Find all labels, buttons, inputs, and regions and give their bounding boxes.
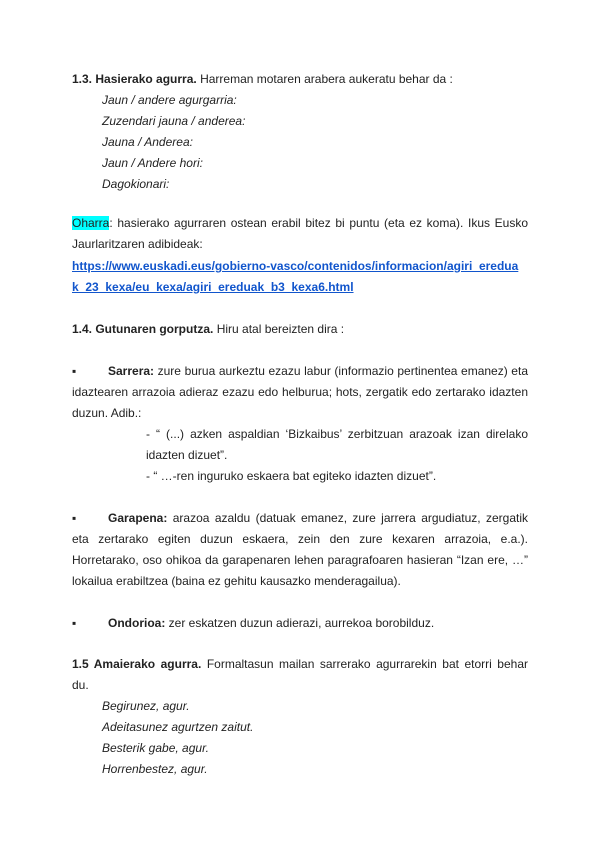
- closing-option: Adeitasunez agurtzen zaitut.: [102, 720, 254, 734]
- closing-option: Begirunez, agur.: [102, 699, 190, 713]
- section-1-4-heading: [72, 319, 528, 340]
- note-text: : hasierako agurraren ostean erabil bitez bi puntu (eta ez koma). Ikus Eusko Jaurlaritzaren adibideak:: [72, 216, 528, 251]
- section-1-3-heading: [72, 69, 528, 90]
- ondorioa-label: Ondorioa:: [108, 616, 166, 630]
- greeting-option: Jaun / andere agurgarria:: [102, 93, 237, 107]
- greeting-option: Jaun / Andere hori:: [102, 156, 203, 170]
- link-line-1[interactable]: https://www.euskadi.eus/gobierno-vasco/contenidos/informacion/agiri_eredua: [72, 259, 519, 273]
- ondorioa-text: zer eskatzen duzun adierazi, aurrekoa borobilduz.: [165, 616, 435, 630]
- section-1-3-text: Harreman motaren arabera aukeratu behar da :: [196, 72, 453, 86]
- reference-link[interactable]: [72, 256, 528, 298]
- note-label: Oharra: [72, 216, 110, 230]
- section-1-5-title: 1.5 Amaierako agurra.: [72, 657, 202, 671]
- section-1-4-text: Hiru atal bereizten dira :: [213, 322, 345, 336]
- section-1-3-title: 1.3. Hasierako agurra.: [72, 72, 197, 86]
- bullet-icon: ▪: [72, 616, 77, 630]
- bullet-icon: ▪: [72, 511, 77, 525]
- closing-option: Horrenbestez, agur.: [102, 762, 208, 776]
- garapena-text: arazoa azaldu (datuak emanez, zure jarrera argudiatuz, zergatik eta zertarako egiten duzun eskaera, zein den zure kexaren arrazoia, e.a.). Horretarako, oso ohikoa da garapenaren lehen paragrafoaren hasieran “Izan ere, …” lokailua erabiltzea (baina ez gehitu kausazko menderagailua).: [72, 511, 528, 588]
- sarrera-text: zure burua aurkeztu ezazu labur (informazio pertinentea emanez) eta idaztearen arrazoia adieraz ezazu edo helburua; hots, zergatik edo zertarako idazten duzun. Adib.:: [72, 364, 528, 420]
- sarrera-example-2: - “ …-ren inguruko eskaera bat egiteko idazten dizuet”.: [146, 469, 437, 483]
- greeting-option: Dagokionari:: [102, 177, 170, 191]
- garapena-paragraph: [72, 508, 528, 592]
- section-1-4-title: 1.4. Gutunaren gorputza.: [72, 322, 214, 336]
- sarrera-paragraph: [72, 361, 528, 424]
- ondorioa-paragraph: [72, 613, 528, 634]
- garapena-label: Garapena:: [108, 511, 168, 525]
- note-paragraph: [72, 213, 528, 255]
- section-1-5-heading: [72, 654, 528, 696]
- greeting-option: Jauna / Anderea:: [102, 135, 193, 149]
- sarrera-label: Sarrera:: [108, 364, 155, 378]
- section-1-5-text: Formaltasun mailan sarrerako agurrarekin bat etorri behar du.: [72, 657, 529, 692]
- link-line-2[interactable]: k_23_kexa/eu_kexa/agiri_ereduak_b3_kexa6.html: [72, 280, 354, 294]
- closing-option: Besterik gabe, agur.: [102, 741, 209, 755]
- sarrera-example-1: - “ (...) azken aspaldian ‘Bizkaibus’ zerbitzuan arazoak izan direlako idazten dizuet”.: [146, 427, 528, 462]
- greeting-option: Zuzendari jauna / anderea:: [102, 114, 246, 128]
- bullet-icon: ▪: [72, 364, 77, 378]
